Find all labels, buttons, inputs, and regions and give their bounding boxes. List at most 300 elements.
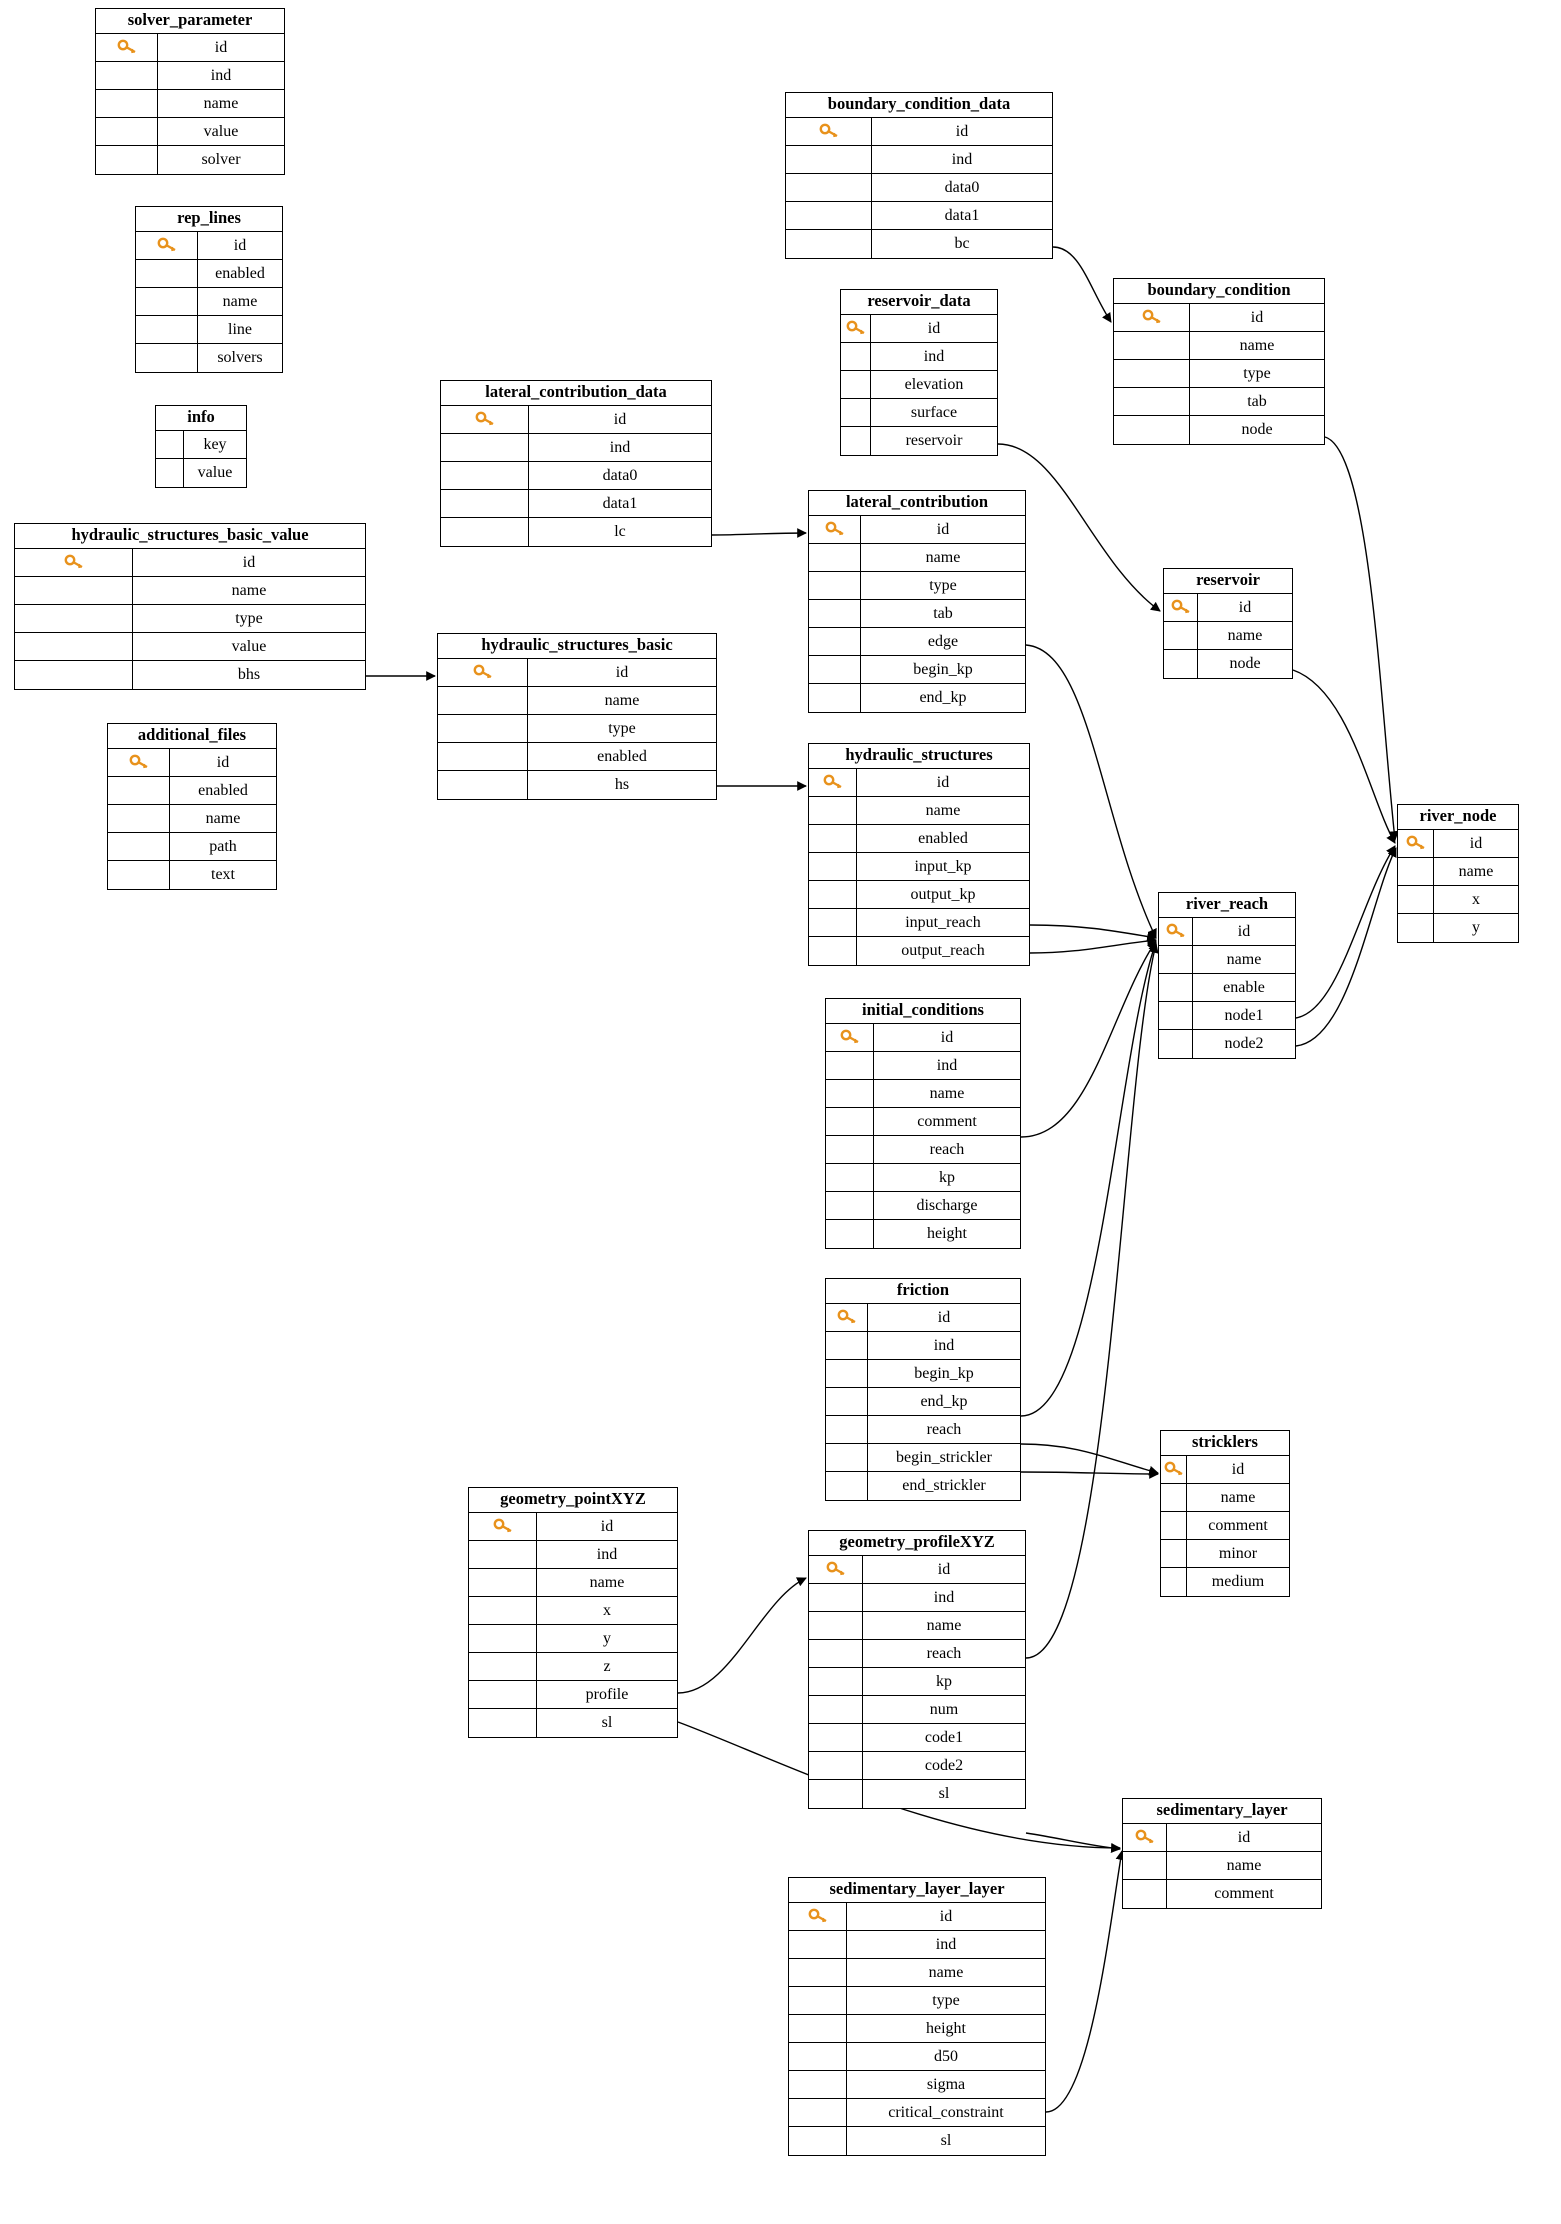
field-row[interactable] [826,1052,1020,1080]
field-row[interactable] [809,1696,1025,1724]
field-name: name [1227,626,1263,644]
field-name: ind [933,1336,955,1354]
field-row[interactable] [1114,304,1324,332]
field-row[interactable] [441,462,711,490]
key-cell [156,459,184,487]
field-row[interactable] [108,777,276,805]
field-row[interactable] [1164,594,1292,622]
key-cell [136,288,198,315]
field-row[interactable] [96,146,284,174]
key-icon [1164,1460,1184,1478]
field-row[interactable] [809,684,1025,712]
key-icon [64,553,84,571]
field-name: name [203,94,239,112]
field-name: x [603,1601,611,1619]
field-row[interactable] [826,1192,1020,1220]
field-row[interactable] [136,288,282,316]
field-row[interactable] [786,174,1052,202]
field-row[interactable] [826,1332,1020,1360]
entity-geometry_pointXYZ[interactable] [468,1487,678,1738]
key-cell [809,628,861,655]
field-row[interactable] [809,544,1025,572]
field-name: reach [926,1644,962,1662]
field-name: id [242,553,256,571]
field-name: data0 [944,178,980,196]
key-icon [808,1907,828,1925]
field-row[interactable] [809,1668,1025,1696]
key-cell [809,684,861,712]
field-name: begin_kp [913,660,973,678]
entity-title: stricklers [1161,1431,1289,1456]
field-row[interactable] [1398,886,1518,914]
key-cell [136,260,198,287]
field-row[interactable] [438,659,716,687]
entity-info[interactable] [155,405,247,488]
key-cell [809,937,857,965]
key-cell [1114,332,1190,359]
field-row[interactable] [469,1681,677,1709]
field-name: id [1469,834,1483,852]
field-row[interactable] [469,1597,677,1625]
field-row[interactable] [136,232,282,260]
field-row[interactable] [469,1709,677,1737]
field-row[interactable] [469,1513,677,1541]
key-cell [789,1987,847,2014]
entity-title: solver_parameter [96,9,284,34]
entity-initial_conditions[interactable] [825,998,1021,1249]
field-row[interactable] [15,549,365,577]
field-row[interactable] [1161,1456,1289,1484]
field-name: lc [614,522,626,540]
field-row[interactable] [809,1724,1025,1752]
field-row[interactable] [438,743,716,771]
key-cell [789,2043,847,2070]
key-cell [438,715,528,742]
field-row[interactable] [826,1024,1020,1052]
key-cell [136,316,198,343]
key-cell [809,656,861,683]
field-name: hs [614,775,630,793]
field-row[interactable] [469,1653,677,1681]
key-cell [789,1931,847,1958]
field-name: id [613,410,627,428]
key-icon [475,410,495,428]
field-name: data1 [602,494,638,512]
field-row[interactable] [156,459,246,487]
key-icon [1142,308,1162,326]
field-name: comment [917,1112,977,1130]
key-cell [469,1569,537,1596]
field-row[interactable] [441,490,711,518]
field-row[interactable] [96,90,284,118]
field-row[interactable] [809,572,1025,600]
field-row[interactable] [108,749,276,777]
key-cell [441,490,529,517]
key-cell [789,2127,847,2155]
primary-key-cell [136,232,198,259]
field-row[interactable] [1161,1484,1289,1512]
field-name: kp [936,1672,952,1690]
field-name: id [615,663,629,681]
key-icon [825,520,845,538]
key-cell [1114,360,1190,387]
field-name: reach [926,1420,962,1438]
field-name: id [214,38,228,56]
field-name: type [1243,364,1271,382]
field-name: node2 [1224,1034,1264,1052]
key-cell [1398,858,1434,885]
field-name: end_strickler [902,1476,986,1494]
key-cell [108,861,170,889]
field-row[interactable] [826,1080,1020,1108]
key-cell [809,1780,863,1808]
field-row[interactable] [136,344,282,372]
key-cell [826,1388,868,1415]
field-name: id [600,1517,614,1535]
entity-geometry_profileXYZ[interactable] [808,1530,1026,1809]
field-name: id [937,1308,951,1326]
primary-key-cell [469,1513,537,1540]
field-row[interactable] [841,427,997,455]
key-cell [1164,650,1198,678]
key-cell [841,371,871,398]
field-name: input_kp [914,857,972,875]
key-cell [108,833,170,860]
field-name: value [197,463,233,481]
key-cell [1159,946,1193,973]
key-cell [438,771,528,799]
field-row[interactable] [789,2015,1045,2043]
field-row[interactable] [809,769,1029,797]
field-name: z [603,1657,611,1675]
field-row[interactable] [826,1360,1020,1388]
entity-rep_lines[interactable] [135,206,283,373]
key-cell [1398,914,1434,942]
field-row[interactable] [809,1640,1025,1668]
field-row[interactable] [809,881,1029,909]
entity-sedimentary_layer_layer[interactable] [788,1877,1046,2156]
key-cell [1398,886,1434,913]
field-row[interactable] [809,1780,1025,1808]
key-cell [96,118,158,145]
field-name: critical_constraint [888,2103,1004,2121]
field-row[interactable] [1161,1512,1289,1540]
field-row[interactable] [826,1444,1020,1472]
field-row[interactable] [789,2127,1045,2155]
field-name: height [926,2019,966,2037]
field-name: surface [910,403,958,421]
field-name: sl [940,2131,952,2149]
entity-stricklers[interactable] [1160,1430,1290,1597]
field-row[interactable] [826,1164,1020,1192]
entity-boundary_condition_data[interactable] [785,92,1053,259]
field-row[interactable] [1123,1852,1321,1880]
key-cell [96,146,158,174]
field-name: ind [609,438,631,456]
field-row[interactable] [1161,1568,1289,1596]
field-name: reach [929,1140,965,1158]
field-name: text [211,865,235,883]
key-cell [15,661,133,689]
key-cell [1159,1002,1193,1029]
field-row[interactable] [108,805,276,833]
key-cell [841,427,871,455]
field-row[interactable] [1123,1824,1321,1852]
field-name: output_kp [910,885,976,903]
field-row[interactable] [96,62,284,90]
entity-lateral_contribution_data[interactable] [440,380,712,547]
field-row[interactable] [96,118,284,146]
key-cell [789,2071,847,2098]
key-cell [809,825,857,852]
field-row[interactable] [809,516,1025,544]
field-row[interactable] [789,2071,1045,2099]
entity-lateral_contribution[interactable] [808,490,1026,713]
field-row[interactable] [809,1752,1025,1780]
field-row[interactable] [441,518,711,546]
field-row[interactable] [1123,1880,1321,1908]
entity-sedimentary_layer[interactable] [1122,1798,1322,1909]
field-row[interactable] [1159,974,1295,1002]
key-icon [1406,834,1426,852]
entity-title: hydraulic_structures_basic [438,634,716,659]
field-name: input_reach [905,913,981,931]
field-name: ind [935,1935,957,1953]
field-name: medium [1211,1572,1265,1590]
field-row[interactable] [441,434,711,462]
field-row[interactable] [789,2099,1045,2127]
field-row[interactable] [136,260,282,288]
entity-reservoir_data[interactable] [840,289,998,456]
entity-river_reach[interactable] [1158,892,1296,1059]
entity-title: geometry_pointXYZ [469,1488,677,1513]
field-row[interactable] [469,1569,677,1597]
field-row[interactable] [96,34,284,62]
field-row[interactable] [1159,1030,1295,1058]
field-row[interactable] [469,1625,677,1653]
field-name: name [231,581,267,599]
field-name: value [231,637,267,655]
field-name: id [940,1028,954,1046]
field-row[interactable] [809,825,1029,853]
field-row[interactable] [1114,416,1324,444]
field-row[interactable] [469,1541,677,1569]
field-name: comment [1208,1516,1268,1534]
field-name: name [1239,336,1275,354]
field-row[interactable] [15,577,365,605]
entity-additional_files[interactable] [107,723,277,890]
key-cell [786,202,872,229]
field-row[interactable] [15,661,365,689]
field-row[interactable] [438,715,716,743]
field-name: name [1458,862,1494,880]
field-row[interactable] [826,1136,1020,1164]
field-row[interactable] [826,1416,1020,1444]
key-cell [441,518,529,546]
field-name: minor [1218,1544,1258,1562]
field-row[interactable] [15,605,365,633]
field-name: d50 [934,2047,958,2065]
entity-title: boundary_condition_data [786,93,1052,118]
key-cell [826,1220,874,1248]
field-row[interactable] [809,628,1025,656]
field-row[interactable] [841,371,997,399]
entity-solver_parameter[interactable] [95,8,285,175]
key-cell [826,1332,868,1359]
entity-hydraulic_structures[interactable] [808,743,1030,966]
field-row[interactable] [136,316,282,344]
field-row[interactable] [441,406,711,434]
field-name: enabled [597,747,647,765]
field-row[interactable] [1398,914,1518,942]
key-cell [786,146,872,173]
field-name: name [925,548,961,566]
field-name: type [932,1991,960,2009]
field-row[interactable] [1164,650,1292,678]
field-name: type [608,719,636,737]
field-row[interactable] [826,1304,1020,1332]
field-row[interactable] [826,1472,1020,1500]
entity-reservoir[interactable] [1163,568,1293,679]
key-cell [136,344,198,372]
key-cell [1123,1880,1167,1908]
field-row[interactable] [841,315,997,343]
field-row[interactable] [15,633,365,661]
entity-boundary_condition[interactable] [1113,278,1325,445]
field-row[interactable] [809,853,1029,881]
field-row[interactable] [1114,388,1324,416]
field-row[interactable] [156,431,246,459]
field-name: name [604,691,640,709]
field-name: begin_kp [914,1364,974,1382]
field-name: x [1472,890,1480,908]
field-name: elevation [904,375,964,393]
field-name: data0 [602,466,638,484]
key-cell [108,805,170,832]
entity-hydraulic_structures_basic[interactable] [437,633,717,800]
field-row[interactable] [786,230,1052,258]
field-name: name [929,1084,965,1102]
field-row[interactable] [789,1931,1045,1959]
field-row[interactable] [1114,332,1324,360]
field-name: tab [933,604,953,622]
key-cell [1159,1030,1193,1058]
field-row[interactable] [786,118,1052,146]
field-name: profile [585,1685,629,1703]
field-row[interactable] [1159,918,1295,946]
key-cell [809,1696,863,1723]
primary-key-cell [786,118,872,145]
field-name: solvers [217,348,263,366]
key-icon [493,1517,513,1535]
field-row[interactable] [789,1903,1045,1931]
field-row[interactable] [841,399,997,427]
field-name: node [1241,420,1273,438]
primary-key-cell [438,659,528,686]
field-name: end_kp [920,1392,968,1410]
entity-river_node[interactable] [1397,804,1519,943]
field-row[interactable] [809,1612,1025,1640]
field-row[interactable] [809,600,1025,628]
key-cell [469,1653,537,1680]
key-cell [809,1752,863,1779]
field-row[interactable] [826,1220,1020,1248]
field-name: id [216,753,230,771]
field-row[interactable] [809,656,1025,684]
primary-key-cell [841,315,871,342]
entity-title: additional_files [108,724,276,749]
field-row[interactable] [1398,830,1518,858]
field-row[interactable] [826,1108,1020,1136]
field-name: id [233,236,247,254]
key-cell [441,434,529,461]
field-row[interactable] [438,687,716,715]
field-name: end_kp [919,688,967,706]
field-row[interactable] [809,1584,1025,1612]
field-name: output_reach [901,941,985,959]
field-name: name [589,1573,625,1591]
entity-title: info [156,406,246,431]
primary-key-cell [96,34,158,61]
key-cell [809,909,857,936]
field-row[interactable] [108,861,276,889]
key-cell [15,605,133,632]
key-icon [1135,1828,1155,1846]
key-cell [469,1681,537,1708]
key-icon [473,663,493,681]
field-row[interactable] [809,1556,1025,1584]
key-cell [809,1724,863,1751]
field-row[interactable] [786,146,1052,174]
field-row[interactable] [438,771,716,799]
field-row[interactable] [1159,946,1295,974]
field-name: id [1237,1828,1251,1846]
key-cell [786,174,872,201]
key-cell [826,1108,874,1135]
field-name: data1 [944,206,980,224]
primary-key-cell [1123,1824,1167,1851]
entity-hydraulic_structures_basic_value[interactable] [14,523,366,690]
field-row[interactable] [1398,858,1518,886]
key-icon [823,773,843,791]
field-row[interactable] [809,937,1029,965]
entity-friction[interactable] [825,1278,1021,1501]
field-row[interactable] [108,833,276,861]
field-row[interactable] [789,1987,1045,2015]
field-row[interactable] [786,202,1052,230]
entity-title: river_node [1398,805,1518,830]
key-cell [1114,416,1190,444]
field-row[interactable] [809,909,1029,937]
field-row[interactable] [1161,1540,1289,1568]
field-name: ind [210,66,232,84]
field-row[interactable] [1114,360,1324,388]
entity-title: rep_lines [136,207,282,232]
key-icon [1166,922,1186,940]
field-row[interactable] [789,1959,1045,1987]
entity-title: initial_conditions [826,999,1020,1024]
key-cell [789,1959,847,1986]
primary-key-cell [15,549,133,576]
field-row[interactable] [789,2043,1045,2071]
field-row[interactable] [1164,622,1292,650]
field-row[interactable] [841,343,997,371]
field-name: tab [1247,392,1267,410]
field-row[interactable] [1159,1002,1295,1030]
key-cell [809,572,861,599]
field-row[interactable] [809,797,1029,825]
field-row[interactable] [826,1388,1020,1416]
